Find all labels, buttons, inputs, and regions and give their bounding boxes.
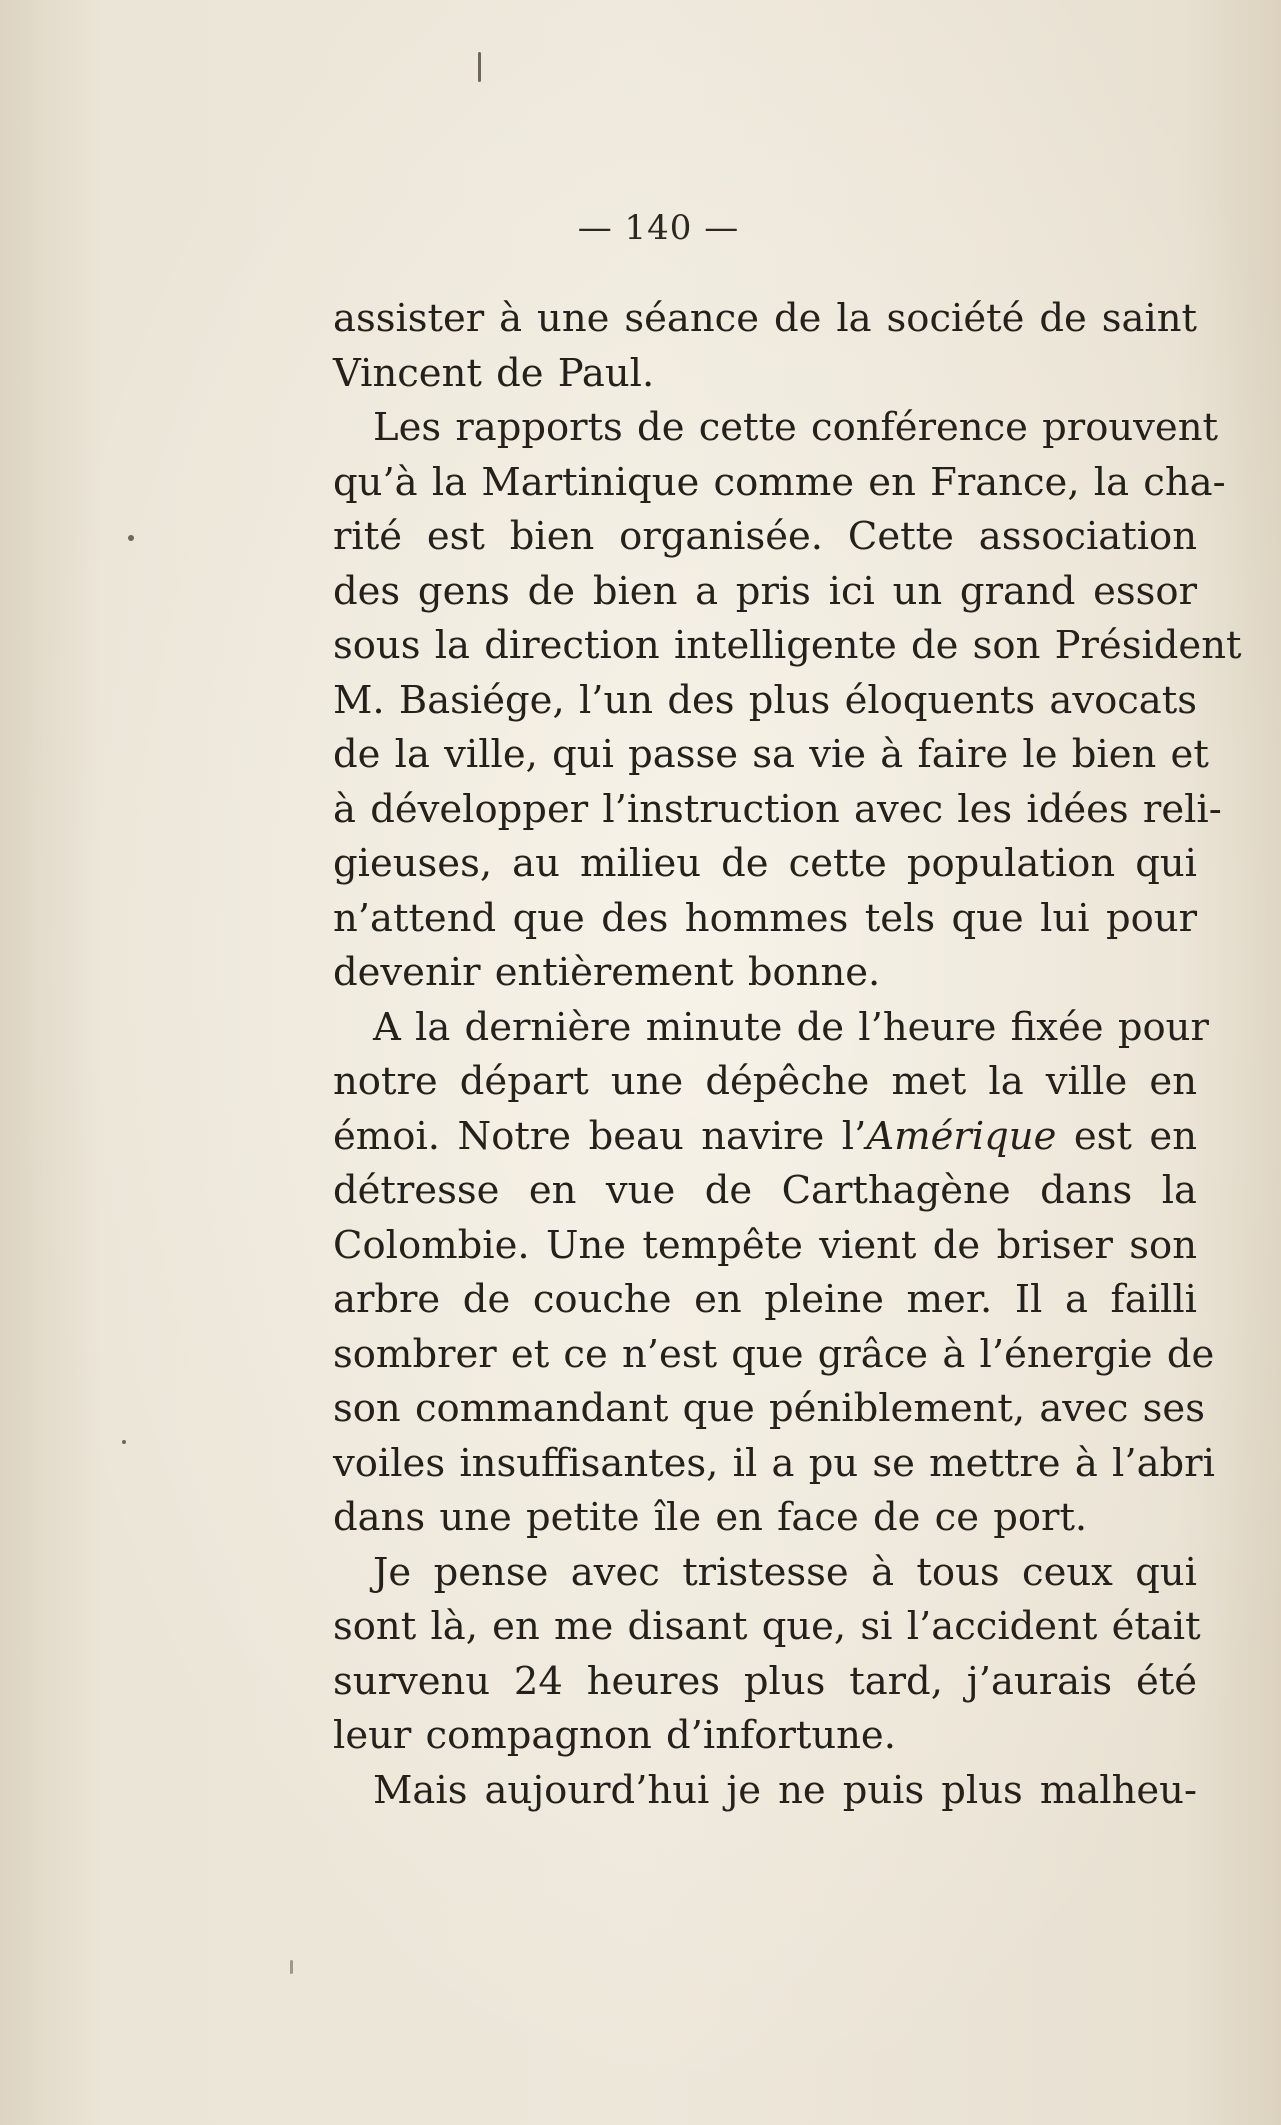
text-line: sous la direction intelligente de son Président: [333, 623, 1242, 668]
text-line: devenir entièrement bonne.: [333, 950, 881, 995]
paper-speck: [478, 52, 481, 82]
text-line: gieuses, au milieu de cette population qui: [333, 841, 1197, 886]
text-line: A la dernière minute de l’heure fixée pour: [373, 1004, 1209, 1050]
page-number: [0, 208, 1281, 248]
text-line: des gens de bien a pris ici un grand essor: [333, 568, 1197, 614]
text-line: notre départ une dépêche met la ville en: [333, 1059, 1197, 1104]
text-line: à développer l’instruction avec les idées reli-: [333, 786, 1222, 832]
text-line: voiles insuffisantes, il a pu se mettre à l’abri: [333, 1440, 1215, 1486]
text-segment: émoi. Notre beau navire l’: [333, 1113, 867, 1159]
text-line: survenu 24 heures plus tard, j’aurais été: [333, 1658, 1197, 1704]
text-line: arbre de couche en pleine mer. Il a failli: [333, 1277, 1197, 1322]
text-line: dans une petite île en face de ce port.: [333, 1495, 1088, 1540]
text-line: assister à une séance de la société de saint: [333, 296, 1197, 341]
paper-speck: [290, 1960, 293, 1974]
text-line: sont là, en me disant que, si l’accident était: [333, 1604, 1201, 1649]
text-line: [333, 1110, 1197, 1165]
text-line: Vincent de Paul.: [333, 350, 655, 396]
text-line: son commandant que péniblement, avec ses: [333, 1386, 1205, 1431]
body-text: [333, 292, 1242, 1818]
paper-speck: [122, 1440, 126, 1444]
text-line: sombrer et ce n’est que grâce à l’énergie de: [333, 1331, 1215, 1377]
text-line: détresse en vue de Carthagène dans la: [333, 1168, 1197, 1213]
text-segment: est en: [1056, 1113, 1197, 1159]
text-line: leur compagnon d’infortune.: [333, 1713, 896, 1758]
text-line: n’attend que des hommes tels que lui pour: [333, 895, 1197, 941]
text-line: Colombie. Une tempête vient de briser son: [333, 1222, 1197, 1268]
ship-name: Amérique: [866, 1113, 1057, 1159]
text-line: qu’à la Martinique comme en France, la cha-: [333, 459, 1226, 505]
text-line: de la ville, qui passe sa vie à faire le bien et: [333, 732, 1209, 777]
text-line: M. Basiége, l’un des plus éloquents avocats: [333, 677, 1197, 723]
paper-speck: [128, 535, 134, 541]
text-line: Les rapports de cette conférence prouvent: [373, 405, 1218, 450]
text-line: Mais aujourd’hui je ne puis plus malheu-: [373, 1767, 1197, 1813]
text-line: rité est bien organisée. Cette association: [333, 514, 1197, 559]
text-line: Je pense avec tristesse à tous ceux qui: [373, 1549, 1197, 1595]
page-number-text: — 140 —: [577, 208, 740, 248]
